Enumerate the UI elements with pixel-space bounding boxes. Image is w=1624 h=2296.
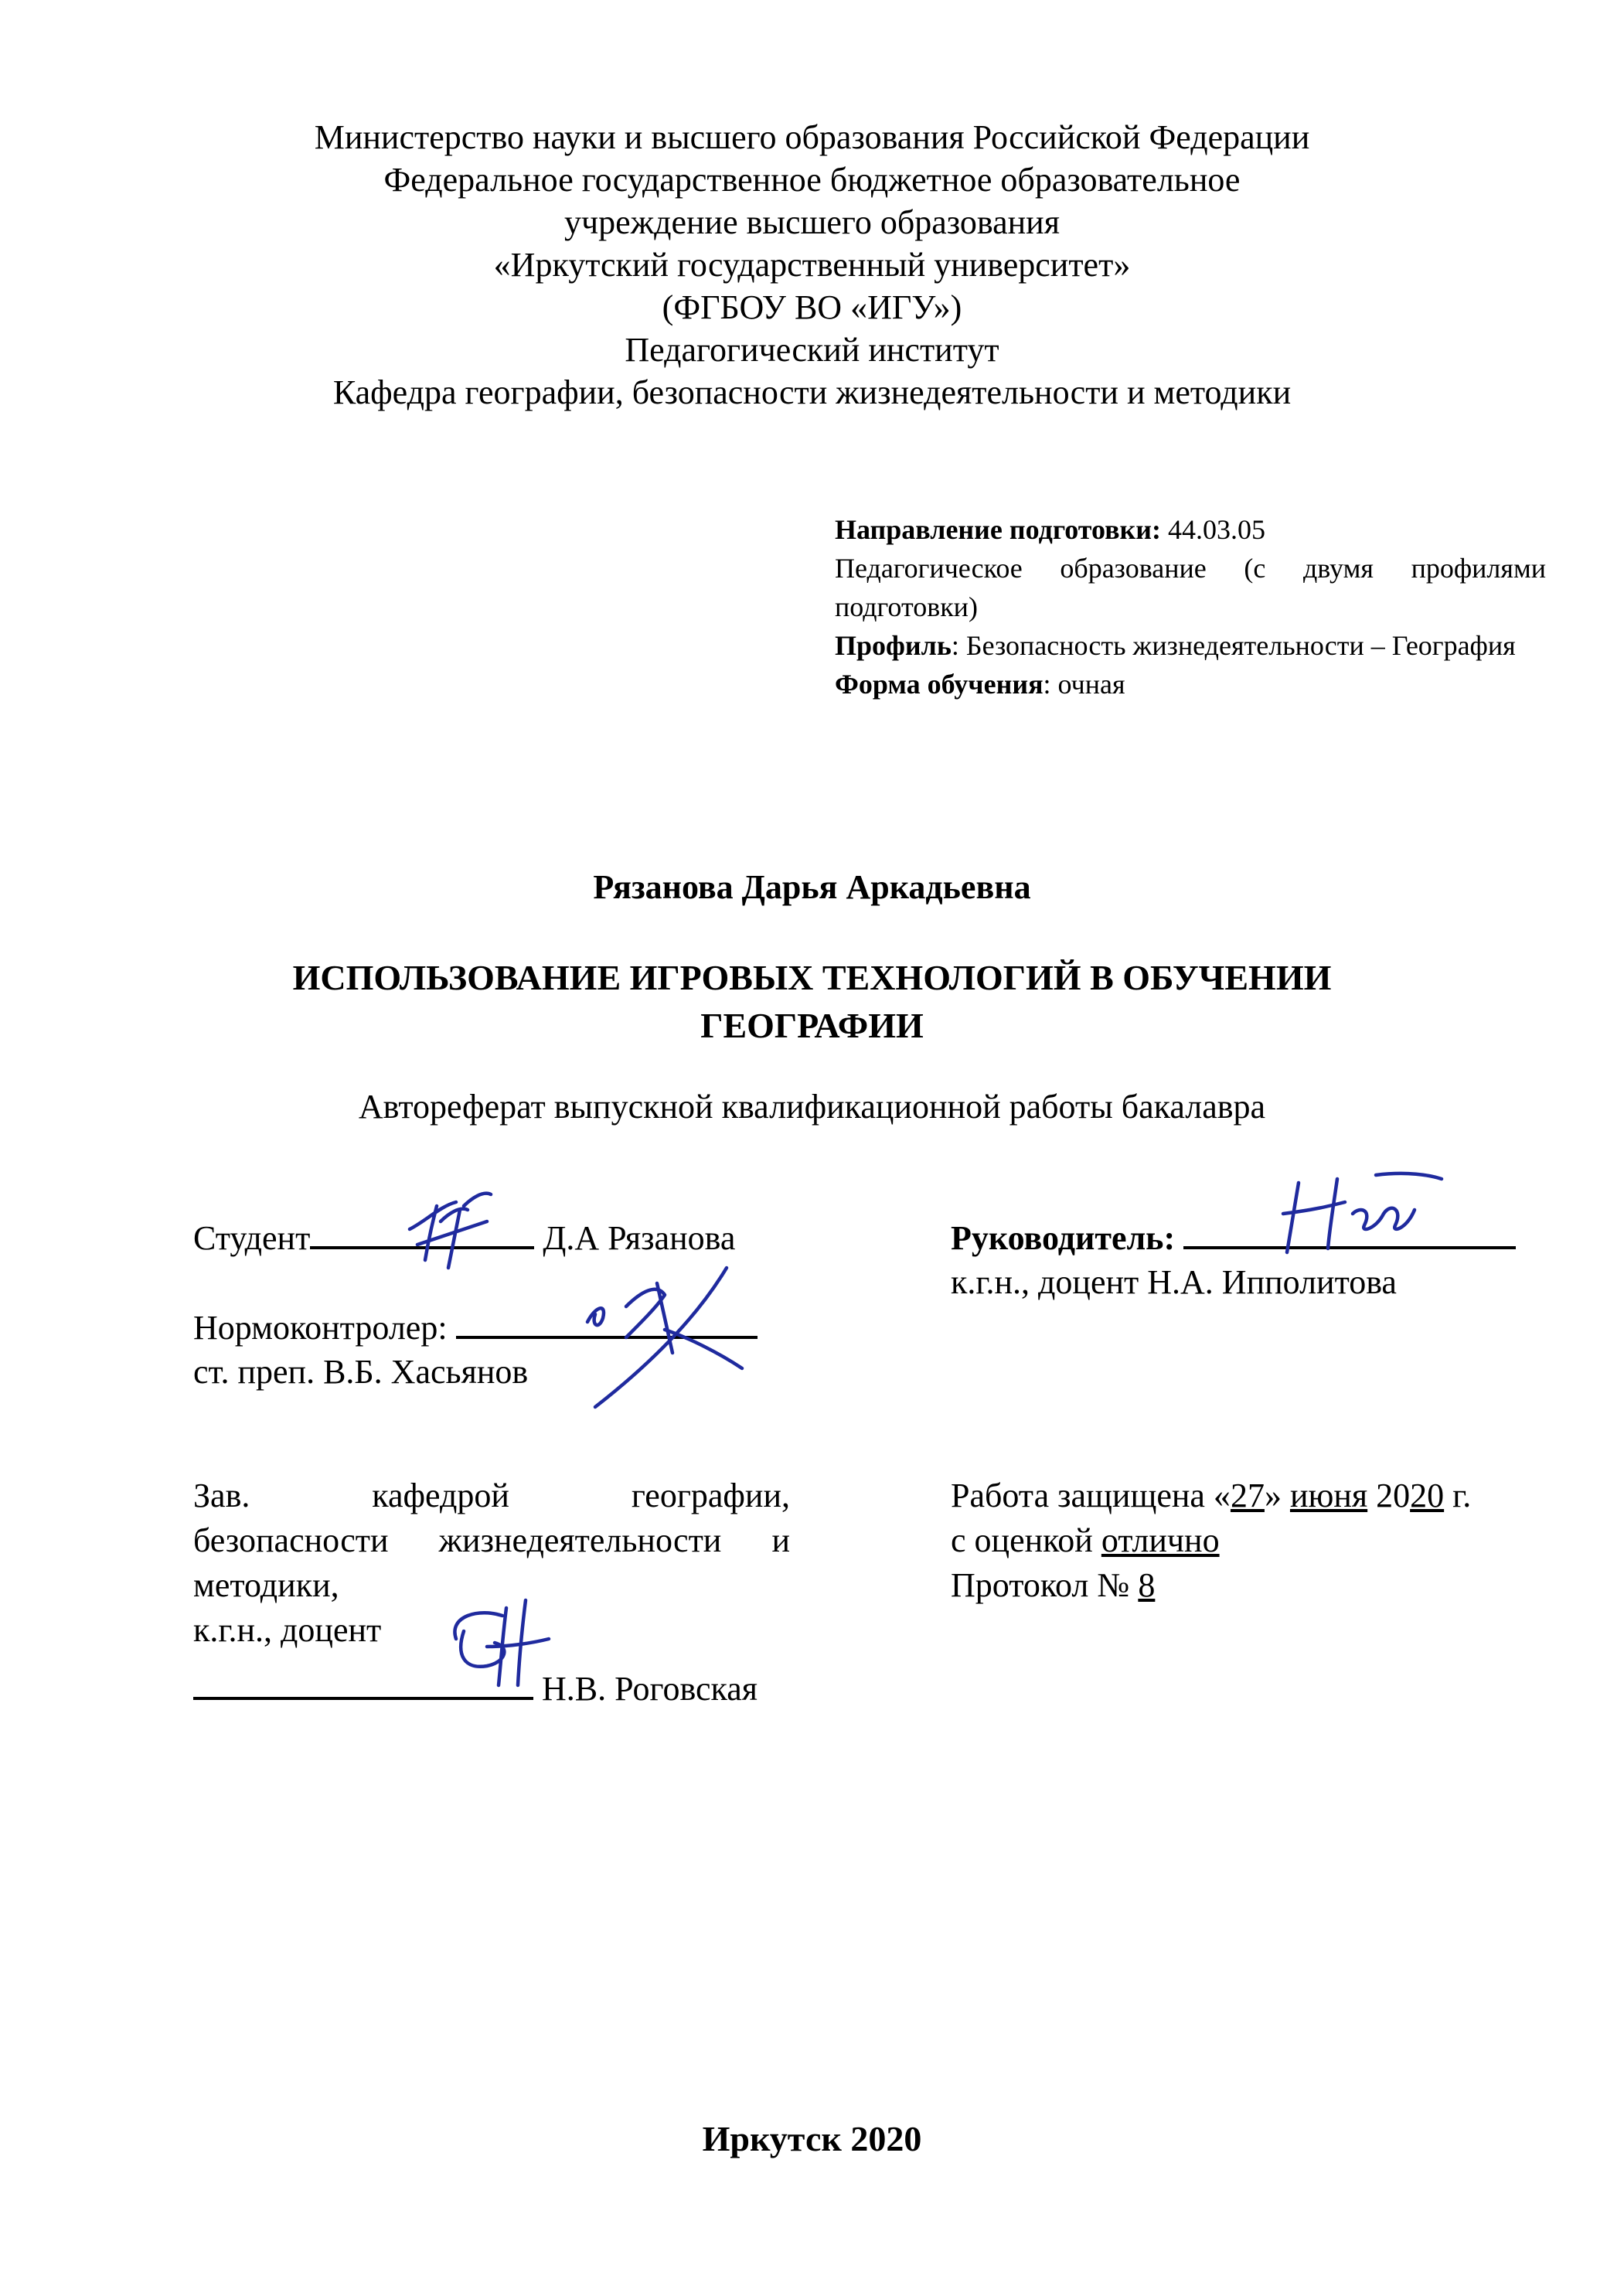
head-name: Н.В. Роговская	[533, 1670, 758, 1708]
direction-program: Педагогическое образование (с двумя профилями подготовки)	[835, 553, 1546, 622]
normcontroller-handwritten-signature	[572, 1260, 773, 1415]
direction-label: Направление подготовки:	[835, 514, 1162, 545]
grade-prefix: с оценкой	[951, 1521, 1101, 1559]
thesis-title	[0, 954, 1624, 1050]
normcontrol-name: ст. преп. В.Б. Хасьянов	[193, 1353, 529, 1391]
title-line: ГЕОГРАФИИ	[700, 1006, 924, 1045]
grade-line	[951, 1518, 1220, 1563]
header-line: Федеральное государственное бюджетное образовательное	[383, 161, 1241, 199]
thesis-subtitle: Автореферат выпускной квалификационной работы бакалавра	[358, 1088, 1266, 1126]
city-year: Иркутск 2020	[702, 2119, 922, 2158]
defense-date-line	[951, 1473, 1471, 1518]
head-line-2: безопасности жизнедеятельности и	[193, 1521, 790, 1559]
header-line: «Иркутский государственный университет»	[493, 246, 1131, 284]
header-line: Педагогический институт	[625, 331, 999, 369]
form-label: Форма обучения	[835, 669, 1044, 700]
head-line-4: к.г.н., доцент	[193, 1611, 382, 1649]
student-label: Студент	[193, 1219, 311, 1257]
normcontrol-label: Нормоконтролер:	[193, 1309, 448, 1347]
protocol-line	[951, 1563, 1155, 1608]
head-line-1: Зав. кафедрой географии,	[193, 1477, 790, 1514]
defense-year-prefix: 20	[1367, 1477, 1411, 1514]
defense-year-unit: г.	[1444, 1477, 1472, 1514]
author-name: Рязанова Дарья Аркадьевна	[593, 868, 1031, 906]
title-line: ИСПОЛЬЗОВАНИЕ ИГРОВЫХ ТЕХНОЛОГИЙ В ОБУЧЕНИИ	[292, 958, 1332, 997]
defense-mid: »	[1264, 1477, 1290, 1514]
protocol-prefix: Протокол №	[951, 1566, 1139, 1604]
form-value: : очная	[1043, 669, 1125, 700]
defense-day: 27	[1230, 1477, 1265, 1514]
header-line: Министерство науки и высшего образования Российской Федерации	[314, 118, 1310, 156]
profile-label: Профиль	[835, 630, 952, 661]
direction-row	[835, 510, 1546, 549]
study-direction-block	[835, 510, 1546, 703]
supervisor-name: к.г.н., доцент Н.А. Ипполитова	[951, 1263, 1397, 1301]
student-handwritten-signature	[394, 1175, 502, 1291]
student-name: Д.А Рязанова	[534, 1219, 736, 1257]
head-handwritten-signature	[433, 1593, 564, 1701]
direction-code: 44.03.05	[1161, 514, 1266, 545]
supervisor-label: Руководитель:	[951, 1219, 1176, 1257]
defense-year-suffix: 20	[1410, 1477, 1445, 1514]
defense-month: июня	[1289, 1477, 1368, 1514]
protocol-number: 8	[1138, 1566, 1156, 1604]
profile-row	[835, 626, 1546, 665]
defense-prefix: Работа защищена «	[951, 1477, 1231, 1514]
header-line: Кафедра географии, безопасности жизнедеятельности и методики	[332, 373, 1292, 411]
supervisor-handwritten-signature	[1268, 1167, 1445, 1268]
form-row	[835, 665, 1546, 703]
ministry-header	[0, 116, 1624, 414]
header-line: (ФГБОУ ВО «ИГУ»)	[662, 288, 962, 326]
header-line: учреждение высшего образования	[564, 203, 1060, 241]
grade-value: отлично	[1101, 1521, 1220, 1559]
profile-value: : Безопасность жизнедеятельности – География	[951, 630, 1516, 661]
head-line-3: методики,	[193, 1566, 339, 1604]
